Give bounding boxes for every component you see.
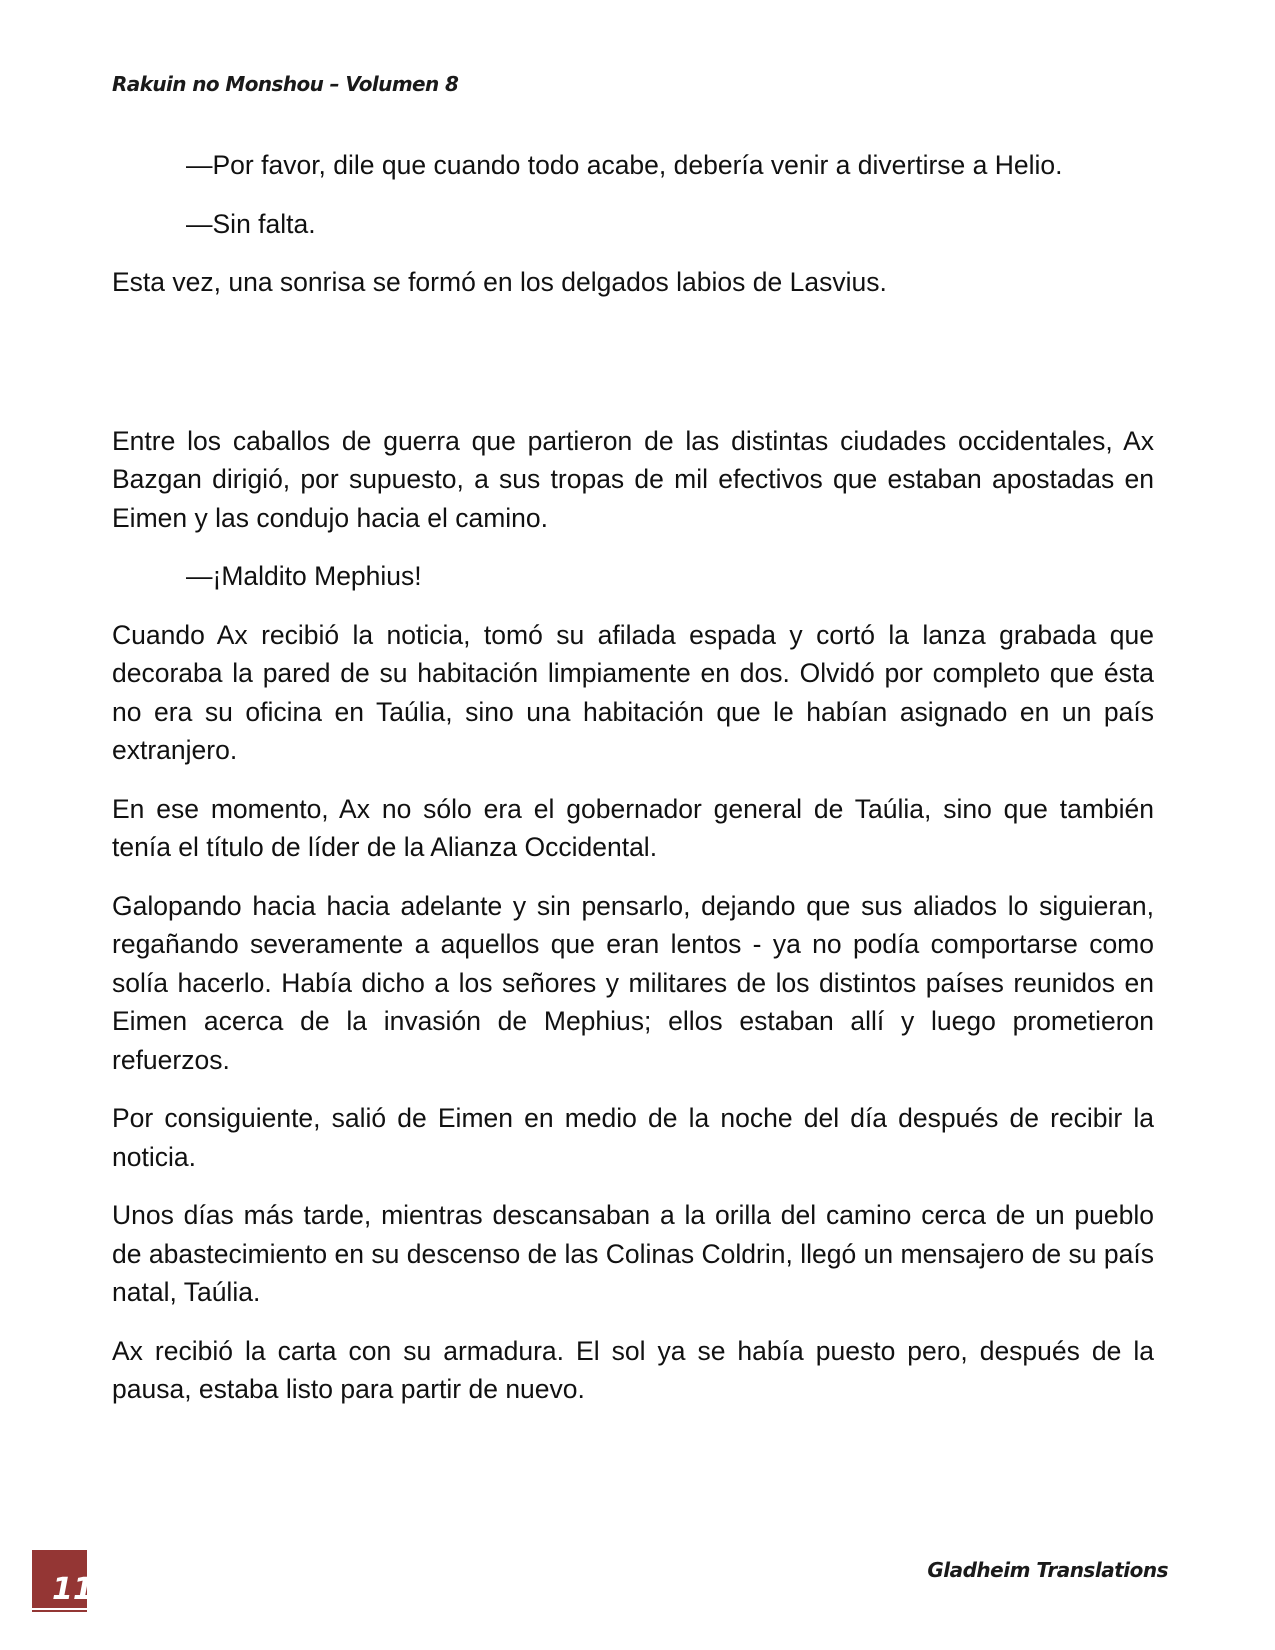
paragraph-dialogue: —Sin falta.	[186, 208, 316, 239]
paragraph: Cuando Ax recibió la noticia, tomó su afilada espada y cortó la lanza grabada que decoraba la pared de su habitación limpiamente en dos. Olvidó por completo que ésta no era su oficina en Taúlia, sino una habitación que le habían asignado en un país extranjero.	[112, 619, 1154, 765]
paragraph-dialogue: —Por favor, dile que cuando todo acabe, debería venir a divertirse a Helio.	[186, 150, 1063, 180]
running-header: Rakuin no Monshou – Volumen 8	[112, 72, 459, 96]
paragraph: Ax recibió la carta con su armadura. El sol ya se había puesto pero, después de la pausa, estaba listo para partir de nuevo.	[112, 1335, 1154, 1404]
footer-credit: Gladheim Translations	[927, 1558, 1168, 1582]
paragraph: Entre los caballos de guerra que partieron de las distintas ciudades occidentales, Ax Bazgan dirigió, por supuesto, a sus tropas de mil efectivos que estaban apostadas en Eimen y las condujo hacia el camino.	[112, 425, 1154, 533]
page-number: 11	[52, 1572, 94, 1607]
paragraph: Por consiguiente, salió de Eimen en medio de la noche del día después de recibir la noticia.	[112, 1103, 1154, 1172]
page-number-underline	[32, 1608, 87, 1610]
page-body	[112, 146, 1154, 1429]
paragraph: Galopando hacia hacia adelante y sin pensarlo, dejando que sus aliados lo siguieran, regañando severamente a aquellos que eran lentos - ya no podía comportarse como solía hacerlo. Había dicho a los señores y militares de los distintos países reunidos en Eimen acerca de la invasión de Mephius; ellos estaban allí y luego prometieron refuerzos.	[112, 890, 1154, 1075]
page-number-box	[32, 1550, 94, 1612]
paragraph: En ese momento, Ax no sólo era el gobernador general de Taúlia, sino que también tenía el título de líder de la Alianza Occidental.	[112, 793, 1154, 862]
paragraph-dialogue: —¡Maldito Mephius!	[186, 561, 422, 591]
paragraph: Unos días más tarde, mientras descansaban a la orilla del camino cerca de un pueblo de abastecimiento en su descenso de las Colinas Coldrin, llegó un mensajero de su país natal, Taúlia.	[112, 1200, 1154, 1307]
paragraph: Esta vez, una sonrisa se formó en los delgados labios de Lasvius.	[112, 267, 887, 297]
